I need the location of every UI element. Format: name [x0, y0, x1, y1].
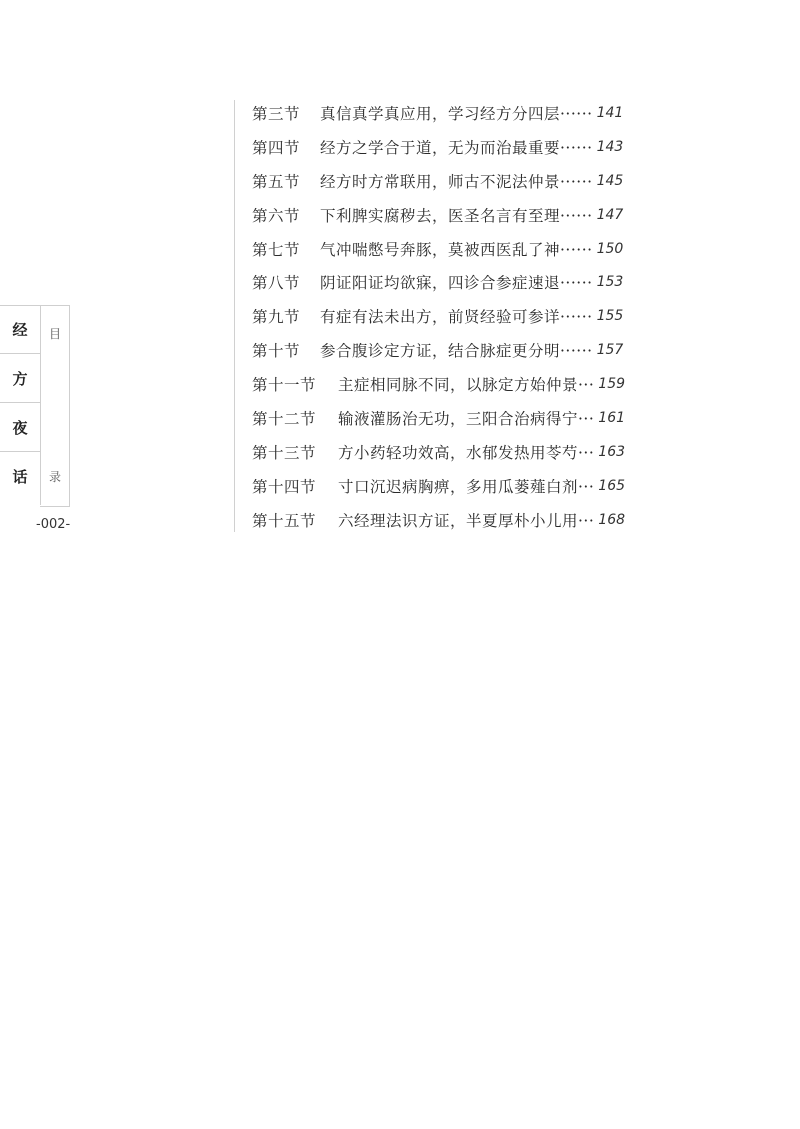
toc-section-label: 第十三节: [252, 443, 317, 462]
toc-entry[interactable]: [252, 164, 652, 198]
toc-section-label: 第十四节: [252, 477, 317, 496]
toc-section-label: 第十二节: [252, 409, 317, 428]
toc-entry[interactable]: [252, 96, 652, 130]
toc-page-number: 163: [598, 443, 626, 460]
toc-page-number: 153: [596, 274, 624, 291]
toc-page-number: 141: [596, 104, 624, 121]
toc-entry-title: 寸口沉迟病胸痹，多用瓜蒌薤白剂···: [338, 477, 595, 496]
side-tab: [0, 305, 70, 505]
toc-entry[interactable]: [252, 435, 652, 469]
toc-entry[interactable]: [252, 503, 652, 537]
toc-page-number: 161: [598, 409, 626, 426]
toc-page-number: 155: [596, 308, 624, 325]
toc-page-number: 150: [596, 240, 624, 257]
toc-section-label: 第九节: [252, 308, 301, 327]
toc-entry[interactable]: [252, 469, 652, 503]
table-of-contents: [252, 96, 652, 537]
toc-entry[interactable]: [252, 265, 652, 299]
toc-entry[interactable]: [252, 333, 652, 367]
toc-section-label: 第十一节: [252, 376, 317, 395]
toc-divider: [234, 100, 235, 532]
book-title-char: 话: [12, 468, 28, 486]
toc-label-char: 目: [48, 327, 61, 341]
page-number: -002-: [36, 517, 71, 532]
toc-label-char: 录: [48, 470, 61, 484]
toc-page-number: 147: [596, 206, 624, 223]
book-title-char: 经: [0, 305, 40, 354]
toc-section-label: 第六节: [252, 206, 301, 225]
toc-entry-title: 经方之学合于道，无为而治最重要······: [320, 138, 593, 157]
toc-entry[interactable]: [252, 401, 652, 435]
toc-page-number: 159: [598, 376, 626, 393]
toc-section-label: 第三节: [252, 104, 301, 123]
book-title-char: 夜: [0, 403, 40, 452]
toc-entry-title: 气冲喘憋号奔豚，莫被西医乱了神······: [320, 240, 593, 259]
toc-section-label: 第五节: [252, 172, 301, 191]
toc-section-label: 第十五节: [252, 511, 317, 530]
toc-page-number: 143: [596, 138, 624, 155]
toc-entry-title: 下利脾实腐秽去，医圣名言有至理······: [320, 206, 593, 225]
toc-entry-title: 方小药轻功效高，水郁发热用苓芍···: [338, 443, 595, 462]
book-title-char: 方: [0, 354, 40, 403]
toc-entry-title: 参合腹诊定方证，结合脉症更分明······: [320, 342, 593, 361]
toc-section-label: 第四节: [252, 138, 301, 157]
toc-section-label: 第八节: [252, 274, 301, 293]
toc-entry-title: 六经理法识方证，半夏厚朴小儿用···: [338, 511, 595, 530]
toc-entry-title: 主症相同脉不同，以脉定方始仲景···: [338, 376, 595, 395]
toc-entry-title: 阴证阳证均欲寐，四诊合参症速退······: [320, 274, 593, 293]
toc-entry-title: 输液灌肠治无功，三阳合治病得宁···: [338, 409, 595, 428]
toc-entry-title: 真信真学真应用，学习经方分四层······: [320, 104, 593, 123]
toc-section-label: 第七节: [252, 240, 301, 259]
toc-entry[interactable]: [252, 130, 652, 164]
toc-entry[interactable]: [252, 198, 652, 232]
toc-section-label: 第十节: [252, 342, 301, 361]
toc-page-number: 168: [598, 511, 626, 528]
toc-entry-title: 经方时方常联用，师古不泥法仲景······: [320, 172, 593, 191]
toc-entry[interactable]: [252, 299, 652, 333]
toc-entry[interactable]: [252, 367, 652, 401]
toc-entry-title: 有症有法未出方，前贤经验可参详······: [320, 308, 593, 327]
toc-page-number: 165: [598, 477, 626, 494]
book-title-column: [0, 305, 41, 505]
toc-page-number: 157: [596, 342, 624, 359]
toc-entry[interactable]: [252, 232, 652, 266]
toc-page-number: 145: [596, 172, 624, 189]
